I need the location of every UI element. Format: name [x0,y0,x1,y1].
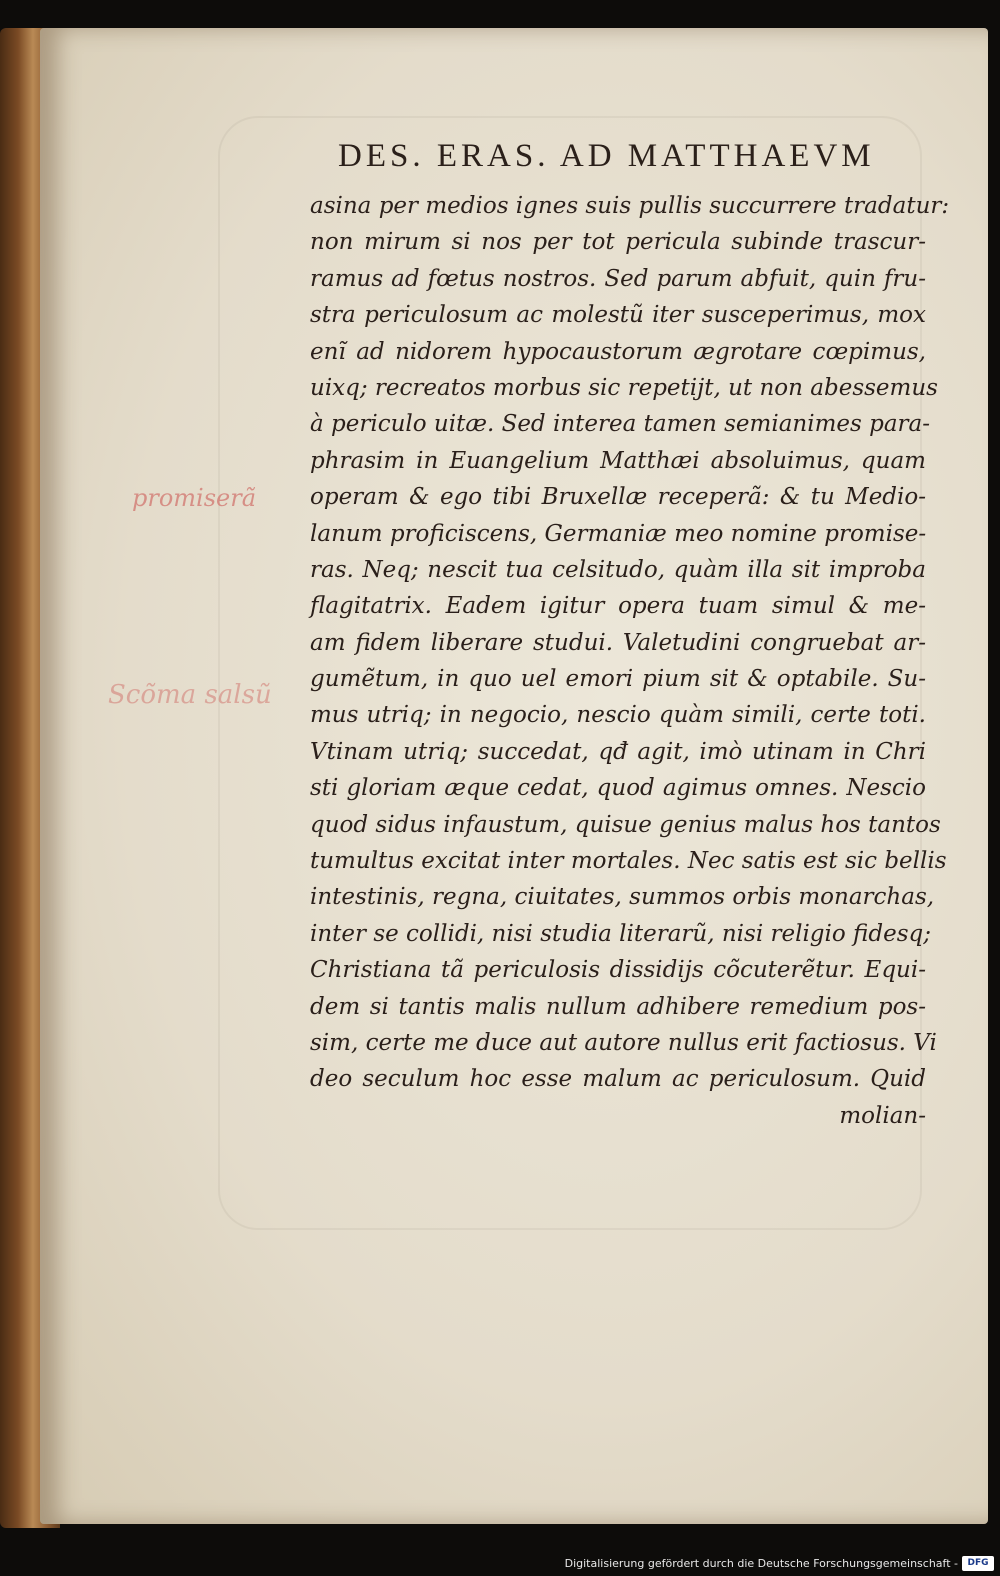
text-line: stra periculosum ac molestũ iter susceperimus, mox [310,302,926,329]
text-line: sti gloriam æque cedat, quod agimus omnes. Nescio [310,775,926,802]
text-line: mus utriq; in negocio, nescio quàm simili, certe toti. [310,702,926,729]
text-line: asina per medios ignes suis pullis succurrere tradatur: [310,193,950,219]
dfg-logo: DFG [962,1556,994,1571]
text-line: à periculo uitæ. Sed interea tamen semianimes para- [310,411,931,438]
text-line: uixq; recreatos morbus sic repetijt, ut non abessemus [310,374,938,401]
text-line: operam & ego tibi Bruxellæ receperã: & tu Medio- [310,484,926,511]
text-line: non mirum si nos per tot pericula subinde trascur- [310,229,926,256]
running-head: DES. ERAS. AD MATTHAEVM [338,138,875,174]
text-line: inter se collidi, nisi studia literarũ, nisi religio fidesq; [310,920,931,947]
text-line: deo seculum hoc esse malum ac periculosum. Quid [310,1066,926,1093]
text-line: sim, certe me duce aut autore nullus erit factiosus. Vi [310,1029,937,1056]
text-line: intestinis, regna, ciuitates, summos orbis monarchas, [310,884,935,911]
text-line: ras. Neq; nescit tua celsitudo, quàm illa sit improba [310,556,926,583]
text-line: tumultus excitat inter mortales. Nec satis est sic bellis [310,848,947,875]
text-line: enĩ ad nidorem hypocaustorum ægrotare cœpimus, [310,338,926,365]
text-line: gumẽtum, in quo uel emori pium sit & optabile. Su- [310,666,926,693]
footer-bar [0,1546,1000,1576]
marginal-note-1: promiserã [132,484,257,512]
body-text [310,188,950,1134]
funding-credit: Digitalisierung gefördert durch die Deutsche Forschungsgemeinschaft - [564,1557,958,1570]
text-line: quod sidus infaustum, quisue genius malus hos tantos [310,811,941,838]
text-line: am fidem liberare studui. Valetudini congruebat ar- [310,629,926,656]
text-line: flagitatrix. Eadem igitur opera tuam simul & me- [310,593,926,620]
text-line: dem si tantis malis nullum adhibere remedium pos- [310,993,926,1020]
text-line: phrasim in Euangelium Matthæi absoluimus, quam [310,447,926,474]
text-line: lanum proficiscens, Germaniæ meo nomine promise- [310,520,927,547]
text-line: Vtinam utriq; succedat, qđ agit, imò utinam in Chri [310,738,926,765]
text-line: ramus ad fœtus nostros. Sed parum abfuit, quin fru- [310,265,926,292]
catchword: molian- [839,1102,926,1129]
text-line: Christiana tã periculosis dissidijs cõcuterẽtur. Equi- [310,957,926,984]
marginal-note-2: Scõma salsũ [108,680,272,710]
